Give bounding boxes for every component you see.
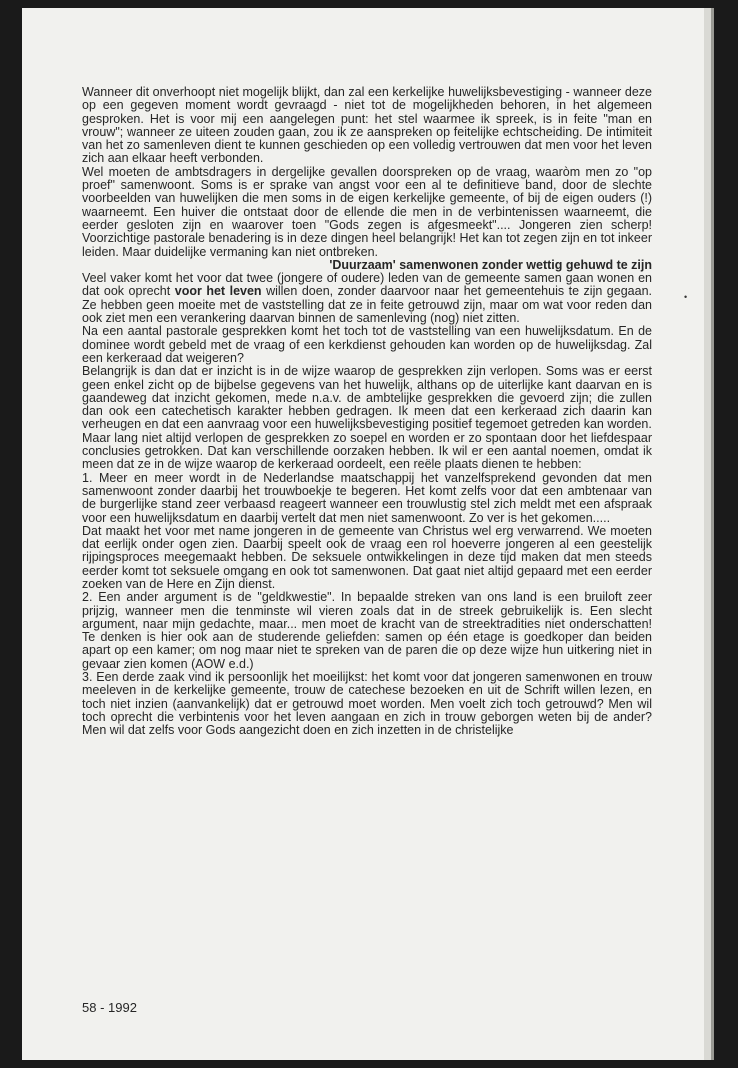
page-edge (704, 8, 714, 1060)
paragraph-3-part-a: Veel vaker komt het voor dat twee (jongere of oudere) leden van de gemeente samen gaan wonen en dat ook oprecht (82, 271, 652, 299)
page-number: 58 - 1992 (82, 1000, 137, 1015)
paragraph-3-emphasis: voor het leven (174, 284, 262, 299)
paragraph-7: 1. Meer en meer wordt in de Nederlandse maatschappij het vanzelfsprekend gevonden dat men samenwoont zonder daarbij het trouwboekje te begeren. Het komt zelfs voor dat een ambtenaar van de burgerlijke stand zeer verbaasd reageert wanneer een trouwlustig stel zich meldt met een afspraak voor een huwelijksdatum en daarbij vertelt dat men niet samenwoont. Zo ver is het gekomen..... (82, 470, 652, 525)
paragraph-3 (82, 272, 652, 325)
paragraph-6: Maar lang niet altijd verlopen de gesprekken zo soepel en worden er zo spontaan door het liefdespaar conclusies getrokken. Dat kan verschillende oorzaken hebben. Ik wil er een aantal noemen, omdat ik meen dat ze in de wijze waarop de kerkeraad oordeelt, een reële plaats dienen te hebben: (82, 430, 652, 472)
paragraph-9: 2. Een ander argument is de "geldkwestie". In bepaalde streken van ons land is een bruiloft zeer prijzig, wanneer men die tenminste wil vieren zoals dat in de streek gebruikelijk is. Een slecht argument, naar mijn gedachte, maar... men moet de kracht van de streektradities niet onderschatten! Te denken is hier ook aan de studerende geliefden: samen op één etage is goedkoper dan beiden apart op een kamer; om nog maar niet te spreken van de paren die op deze wijze hun uitkering niet in gevaar zien komen (AOW e.d.) (82, 590, 652, 671)
paragraph-8: Dat maakt het voor met name jongeren in de gemeente van Christus wel erg verwarrend. We moeten dat eerlijk onder ogen zien. Daarbij speelt ook de vraag een rol hoeverre jongeren al een geestelijk rijpingsproces meegemaakt hebben. De seksuele ontwikkelingen in deze tijd maken dat men steeds eerder komt tot seksuele omgang en ook tot samenwonen. Dat gaat niet altijd gepaard met een eerder zoeken van de Here en Zijn dienst. (82, 523, 652, 591)
paragraph-3-part-b: willen doen, zonder daarvoor naar het gemeentehuis te zijn gegaan. Ze hebben geen moeite met de vaststelling dat ze in feite getrouwd zijn, maar om wat voor reden dan ook ziet men een verankering daarvan binnen de samenleving (nog) niet zitten. (82, 284, 652, 326)
article-body (82, 86, 652, 738)
paragraph-4: Na een aantal pastorale gesprekken komt het toch tot de vaststelling van een huwelijksdatum. En de dominee wordt gebeld met de vraag of een kerkdienst gehouden kan worden op de huwelijksdag. Zal een kerkeraad dat weigeren? (82, 324, 652, 365)
section-heading: 'Duurzaam' samenwonen zonder wettig gehuwd te zijn (329, 257, 652, 272)
paragraph-5: Belangrijk is dan dat er inzicht is in de wijze waarop de gesprekken zijn verlopen. Soms was er eerst geen enkel zicht op de bijbelse gegevens van het huwelijk, althans op de uiterlijke kant daarvan en is gaandeweg dat inzicht gekomen, mede n.a.v. de ambtelijke gesprekken die gevoerd zijn; die zullen dan ook een catechetisch karakter hebben gedragen. Ik meen dat een kerkeraad zich daarin kan verheugen en dat een aanvraag voor een huwelijksbevestiging positief tegemoet getreden kan worden. (82, 364, 652, 432)
paragraph-1: Wanneer dit onverhoopt niet mogelijk blijkt, dan zal een kerkelijke huwelijksbevestiging - wanneer deze op een gegeven moment wordt gevraagd - niet tot de mogelijkheden behoren, in het algemeen gesproken. Het is voor mij een aangelegen punt: het stel waarmee ik spreek, is in feite "man en vrouw"; wanneer ze uiteen zouden gaan, zou ik ze aanspreken op feitelijke echtscheiding. De intimiteit van het zo samenleven dient te kunnen geschieden op een volledig vertrouwen dat men voor het leven zich aan elkaar heeft verbonden. (82, 85, 652, 166)
paragraph-2: Wel moeten de ambtsdragers in dergelijke gevallen doorspreken op de vraag, waaròm men zo "op proef" samenwoont. Soms is er sprake van angst voor een al te definitieve band, door de slechte voorbeelden van huwelijken die men soms in de eigen kerkelijke gemeente, of bij de eigen ouders (!) waarneemt. Een huiver die ontstaat door de ellende die men in de verbintenissen waarneemt, die eerder gesloten zijn en waarover toen "Gods zegen is afgesmeekt".... Jongeren zien scherp! Voorzichtige pastorale benadering is in deze dingen heel belangrijk! Het kan tot zegen zijn en tot inkeer leiden. Maar duidelijke vermaning kan niet ontbreken. (82, 164, 652, 259)
paragraph-10: 3. Een derde zaak vind ik persoonlijk het moeilijkst: het komt voor dat jongeren samenwonen en trouw meeleven in de kerkelijke gemeente, trouw de catechese bezoeken en uit de Schrift willen lezen, en toch niet inzien (aanvankelijk) dat er getrouwd moet worden. Men voelt zich toch getrouwd? Men wil toch oprecht die verbintenis voor het leven aangaan en zich in trouw geborgen weten bij de ander? Men wil dat zelfs voor Gods aangezicht doen en zich inzetten in de christelijke (82, 670, 652, 738)
margin-mark: • (684, 292, 688, 302)
